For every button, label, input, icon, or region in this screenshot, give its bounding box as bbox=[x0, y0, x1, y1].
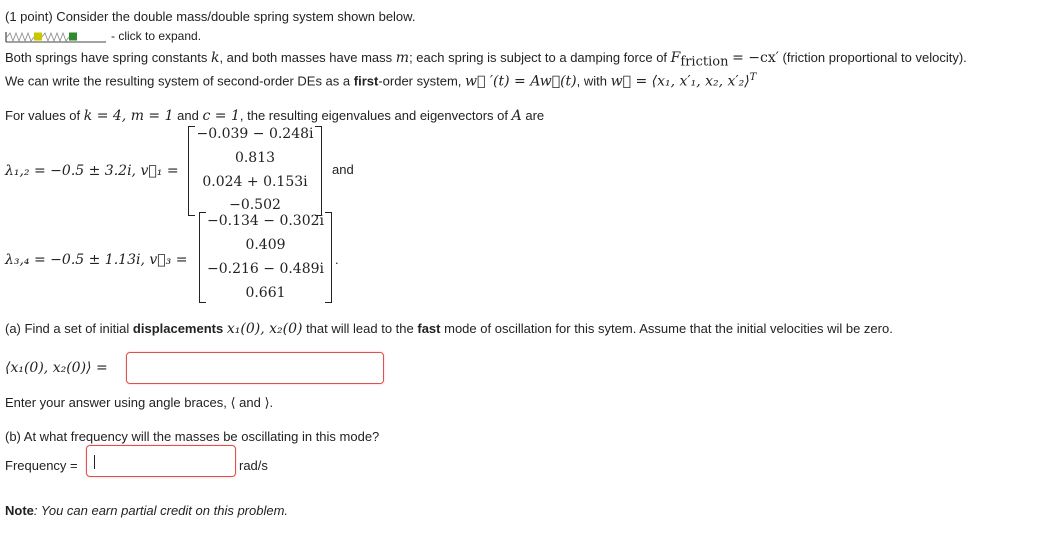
eigenvector-3-entry: 0.409 bbox=[245, 237, 286, 253]
eigen-and-text: and bbox=[332, 162, 354, 177]
part-a-hint: Enter your answer using angle braces, ⟨ and ⟩. bbox=[5, 395, 274, 410]
frequency-unit: rad/s bbox=[239, 458, 268, 473]
part-a-question: (a) Find a set of initial displacements x₁(0), x₂(0) that will lead to the fast mode of oscillation for this sytem. Assume that the initial velocities wil be zero. bbox=[5, 321, 893, 337]
eigenvector-1-entry: −0.502 bbox=[229, 197, 281, 213]
eigenvector-1-entry: −0.039 − 0.248i bbox=[196, 126, 314, 142]
eigenvector-1-matrix bbox=[188, 126, 322, 216]
eigenvector-3-entry: 0.661 bbox=[245, 285, 286, 301]
eigen-period: . bbox=[335, 252, 339, 267]
frequency-input[interactable] bbox=[86, 445, 236, 477]
spring-system-image[interactable] bbox=[5, 31, 107, 43]
part-a-answer-input[interactable] bbox=[126, 352, 384, 384]
description-line-3: For values of k = 4, m = 1 and c = 1, the resulting eigenvalues and eigenvectors of A are bbox=[5, 108, 545, 124]
description-line-1: Both springs have spring constants k, and both masses have mass m; each spring is subject to a damping force of $F_{friction} = -cx'$ (friction proportional to velocity). bbox=[5, 50, 967, 70]
part-b-question: (b) At what frequency will the masses be oscillating in this mode? bbox=[5, 429, 380, 444]
eigenvector-3-matrix bbox=[199, 212, 332, 303]
eigenvector-1-entry: 0.813 bbox=[234, 150, 276, 166]
description-line-2: We can write the resulting system of second-order DEs as a first-order system, w⃗ ′(t) = Aw⃗(t), with w⃗ = ⟨x₁, x′₁, x₂, x′₂⟩$^T$ bbox=[5, 72, 757, 90]
eigenvector-1-entry: 0.024 + 0.153i bbox=[202, 174, 308, 190]
eigenvalue-3-label: λ₃,₄ = −0.5 ± 1.13i, v⃗₃ = bbox=[5, 252, 188, 268]
eigenvector-3-entry: −0.134 − 0.302i bbox=[207, 213, 324, 229]
part-a-answer-label: ⟨x₁(0), x₂(0)⟩ = bbox=[5, 360, 108, 376]
eigenvalue-1-label: λ₁,₂ = −0.5 ± 3.2i, v⃗₁ = bbox=[5, 163, 179, 179]
frequency-label: Frequency = bbox=[5, 458, 78, 473]
partial-credit-note: Note: You can earn partial credit on this problem. bbox=[5, 503, 289, 518]
problem-header: (1 point) Consider the double mass/double spring system shown below. bbox=[5, 9, 416, 24]
expand-link[interactable]: - click to expand. bbox=[111, 29, 202, 43]
text-cursor bbox=[94, 455, 95, 469]
eigenvector-3-entry: −0.216 − 0.489i bbox=[207, 261, 324, 277]
